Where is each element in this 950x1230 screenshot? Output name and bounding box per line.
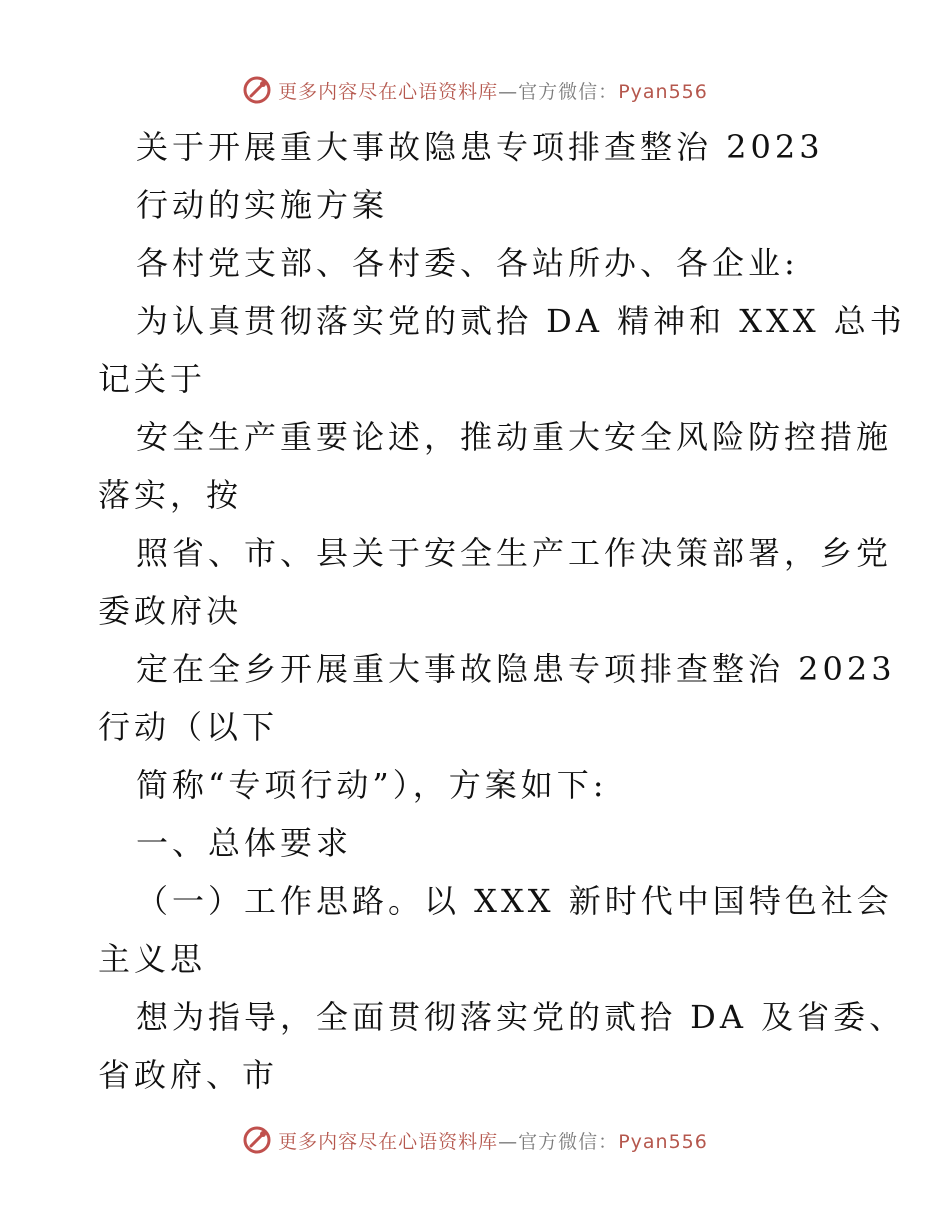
document-line: 定在全乡开展重大事故隐患专项排查整治 2023 [136,650,896,688]
banner-separator: — [498,1130,519,1153]
banner-text [278,1127,708,1154]
document-line: 省政府、市 [98,1056,279,1094]
document-line: 一、总体要求 [136,824,353,862]
banner-separator: — [498,80,519,103]
banner-brand-text: 更多内容尽在心语资料库 [278,1130,499,1153]
banner-wechat-label: 官方微信： [518,80,619,103]
document-line: 行动（以下 [98,708,279,746]
document-line: 落实，按 [98,476,243,514]
document-body [98,118,906,1104]
document-line: 委政府决 [98,592,243,630]
document-line: 想为指导，全面贯彻落实党的贰拾 DA 及省委、 [136,998,906,1036]
header-watermark-banner [0,70,950,110]
banner-brand-text: 更多内容尽在心语资料库 [278,80,499,103]
document-line: （一）工作思路。以 XXX 新时代中国特色社会 [136,882,893,920]
document-line: 安全生产重要论述，推动重大安全风险防控措施 [136,418,893,456]
document-line: 各村党支部、各村委、各站所办、各企业: [136,244,799,282]
document-line: 照省、市、县关于安全生产工作决策部署，乡党 [136,534,893,572]
document-line: 记关于 [98,360,207,398]
document-line: 关于开展重大事故隐患专项排查整治 2023 [136,128,824,166]
banner-wechat-label: 官方微信： [518,1130,619,1153]
document-line: 为认真贯彻落实党的贰拾 DA 精神和 XXX 总书 [136,302,906,340]
banner-wechat-id: Pyan556 [618,80,708,103]
banner-wechat-id: Pyan556 [618,1130,708,1153]
document-line: 简称“专项行动”），方案如下: [136,766,608,804]
footer-watermark-banner [0,1120,950,1160]
document-line: 主义思 [98,940,207,978]
banner-text [278,77,708,104]
brand-logo-icon [242,1125,272,1155]
brand-logo-icon [242,75,272,105]
document-line: 行动的实施方案 [136,186,389,224]
